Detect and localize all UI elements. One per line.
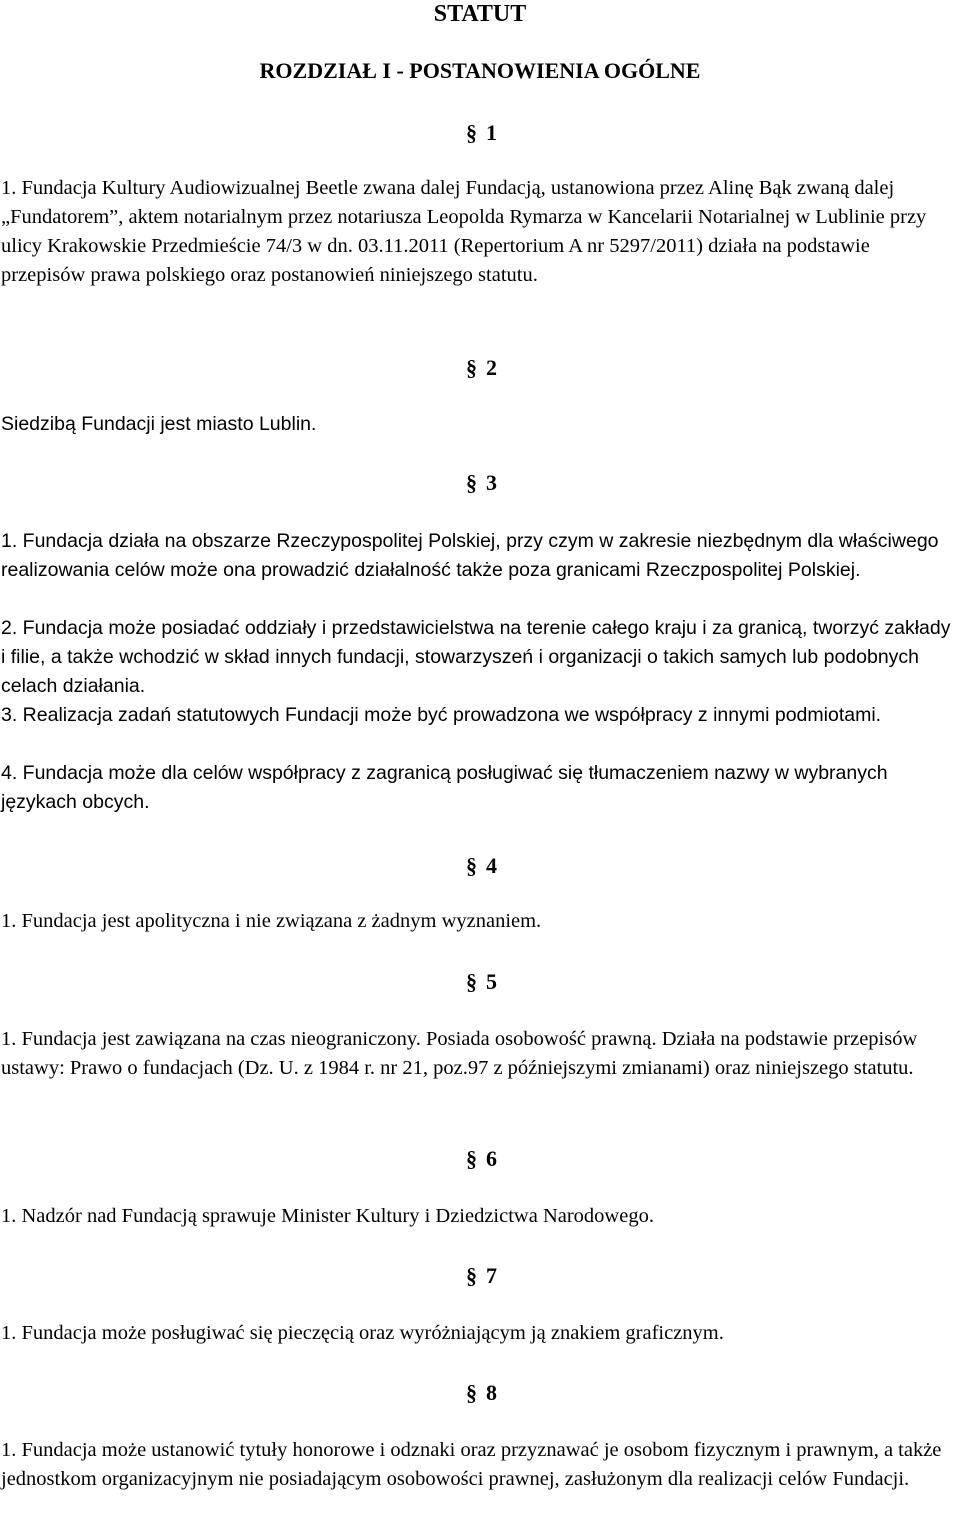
section-number: 4 — [486, 853, 497, 878]
section-heading-5 — [466, 969, 497, 995]
section-4-paragraph-1: 1. Fundacja jest apolityczna i nie związana z żadnym wyznaniem. — [1, 910, 542, 932]
section-mark: § — [466, 120, 477, 145]
section-number: 6 — [486, 1146, 497, 1171]
section-mark: § — [466, 1380, 477, 1405]
section-heading-7 — [466, 1263, 497, 1289]
document-title: STATUT — [433, 1, 527, 27]
section-number: 7 — [486, 1263, 497, 1288]
section-heading-8 — [466, 1380, 497, 1406]
section-mark: § — [466, 1146, 477, 1171]
section-heading-4 — [466, 853, 497, 879]
section-3-paragraph-2: 2. Fundacja może posiadać oddziały i przedstawicielstwa na terenie całego kraju i za granicą, tworzyć zakłady i filie, a także wchodzić w skład innych fundacji, stowarzyszeń i organizacji o takich samych lub podobnych celach działania. — [1, 617, 951, 697]
section-3-paragraph-4: 4. Fundacja może dla celów współpracy z zagranicą posługiwać się tłumaczeniem nazwy w wybranych językach obcych. — [1, 762, 888, 813]
section-number: 2 — [486, 355, 497, 380]
section-6-paragraph-1: 1. Nadzór nad Fundacją sprawuje Minister Kultury i Dziedzictwa Narodowego. — [1, 1205, 654, 1227]
section-mark: § — [466, 470, 477, 495]
section-heading-2 — [466, 355, 497, 381]
section-heading-3 — [466, 470, 497, 496]
section-mark: § — [466, 1263, 477, 1288]
section-heading-6 — [466, 1146, 497, 1172]
section-mark: § — [466, 853, 477, 878]
section-8-paragraph-1: 1. Fundacja może ustanowić tytuły honorowe i odznaki oraz przyznawać je osobom fizycznym i prawnym, a także jednostkom organizacyjnym nie posiadającym osobowości prawnej, zasłużonym dla realizacji celów Fundacji. — [1, 1439, 942, 1490]
section-3-paragraph-1: 1. Fundacja działa na obszarze Rzeczypospolitej Polskiej, przy czym w zakresie niezbędnym dla właściwego realizowania celów może ona prowadzić działalność także poza granicami Rzeczpospolitej Polskiej. — [1, 530, 939, 581]
section-number: 8 — [486, 1380, 497, 1405]
section-number: 5 — [486, 969, 497, 994]
section-5-paragraph-1: 1. Fundacja jest zawiązana na czas nieograniczony. Posiada osobowość prawną. Działa na podstawie przepisów ustawy: Prawo o fundacjach (Dz. U. z 1984 r. nr 21, poz.97 z późniejszymi zmianami) oraz niniejszego statutu. — [1, 1028, 918, 1079]
chapter-heading: ROZDZIAŁ I - POSTANOWIENIA OGÓLNE — [259, 58, 701, 83]
section-2-paragraph-1: Siedzibą Fundacji jest miasto Lublin. — [1, 413, 317, 435]
section-7-paragraph-1: 1. Fundacja może posługiwać się pieczęcią oraz wyróżniającym ją znakiem graficznym. — [1, 1322, 724, 1344]
section-3-paragraph-3: 3. Realizacja zadań statutowych Fundacji może być prowadzona we współpracy z innymi podmiotami. — [1, 704, 882, 726]
section-mark: § — [466, 355, 477, 380]
section-number: 1 — [486, 120, 497, 145]
section-number: 3 — [486, 470, 497, 495]
section-mark: § — [466, 969, 477, 994]
section-1-paragraph-1: 1. Fundacja Kultury Audiowizualnej Beetle zwana dalej Fundacją, ustanowiona przez Alinę Bąk zwaną dalej „Fundatorem”, aktem notarialnym przez notariusza Leopolda Rymarza w Kancelarii Notarialnej w Lublinie przy ulicy Krakowskie Przedmieście 74/3 w dn. 03.11.2011 (Repertorium A nr 5297/2011) działa na podstawie przepisów prawa polskiego oraz postanowień niniejszego statutu. — [1, 177, 927, 286]
section-heading-1 — [466, 120, 497, 146]
